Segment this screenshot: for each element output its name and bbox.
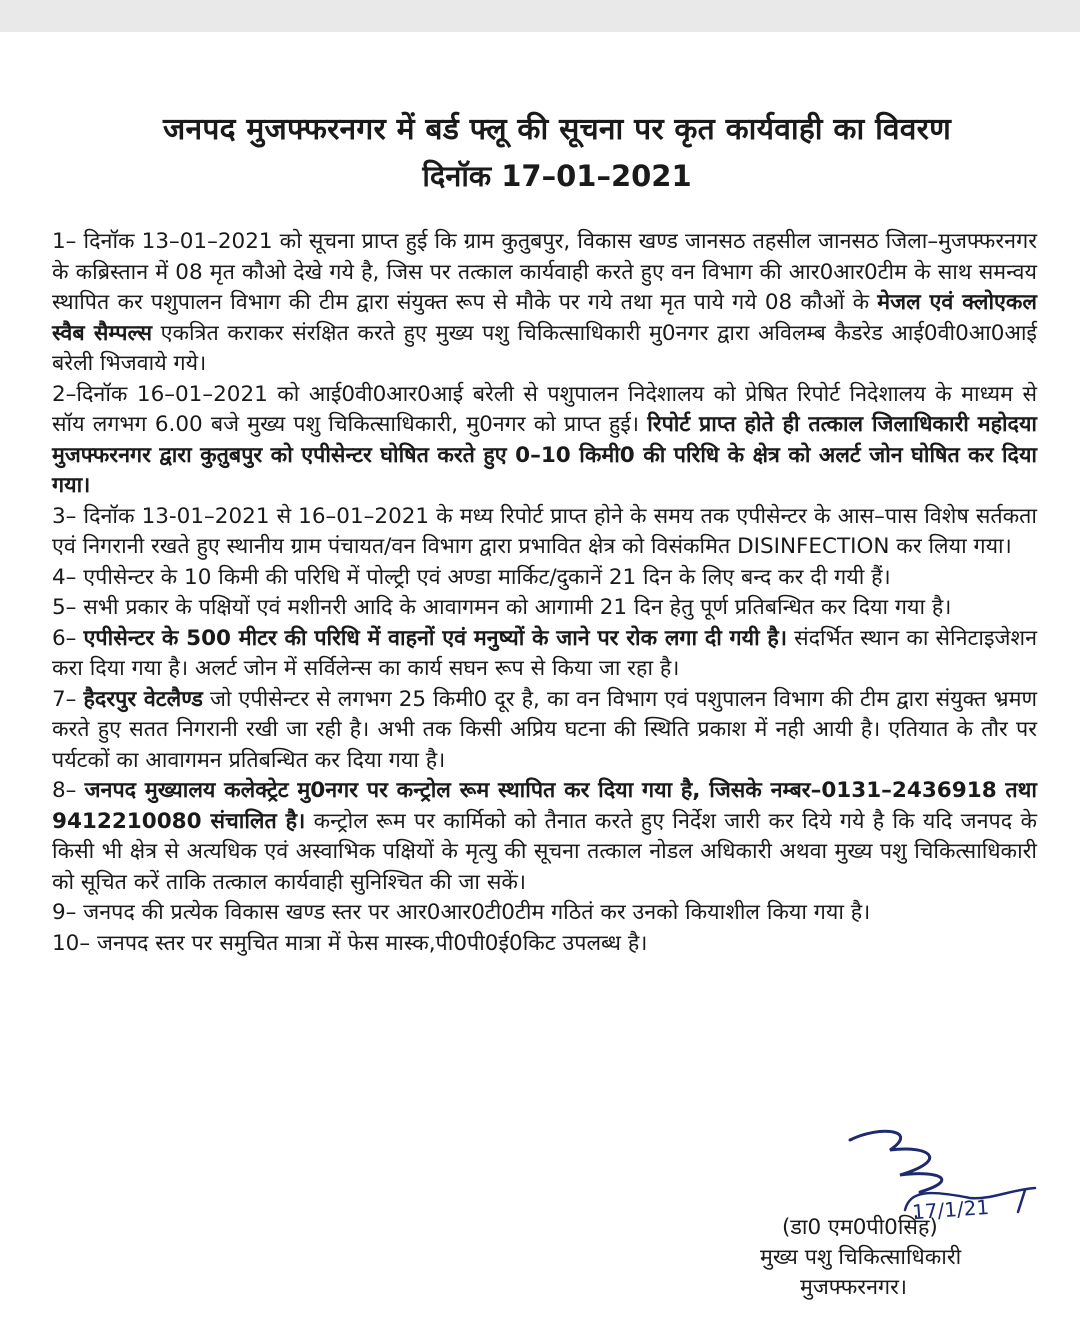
signature-block <box>760 1120 1060 1320</box>
paragraph-text: 3– दिनॉक 13-01–2021 से 16–01–2021 के मध्य रिपोर्ट प्राप्त होने के समय तक एपीसेन्टर के आस–पास विशेष सर्तकता एवं निगरानी रखते हुए स्थानीय ग्राम पंचायत/वन विभाग द्वारा प्रभावित क्षेत्र को विसंकमित DISINFECTION कर लिया गया। <box>52 503 1037 559</box>
paragraph-3 <box>52 502 1037 563</box>
paragraph-10 <box>52 929 1037 960</box>
paragraph-bold-text: जनपद मुख्यालय कलेक्ट्रेट मु0नगर पर कन्ट्रोल रूम स्थापित कर दिया गया है, जिसके नम्बर–0131–2436918 तथा 9412210080 संचालित है। <box>52 778 1037 834</box>
paragraph-7 <box>52 685 1037 777</box>
paragraph-text: 5– सभी प्रकार के पक्षियों एवं मशीनरी आदि के आवागमन को आगामी 21 दिन हेतु पूर्ण प्रतिबन्धित कर दिया गया है। <box>52 595 952 620</box>
paragraph-2 <box>52 380 1037 502</box>
paragraph-1 <box>52 227 1037 380</box>
paragraph-bold-text: हैदरपुर वेटलैण्ड <box>83 686 203 712</box>
paragraph-text: 2–दिनॉक 16–01–2021 को आई0वी0आर0आई बरेली से पशुपालन निदेशालय को प्रेषित रिपोर्ट निदेशालय के माध्यम से सॉय लगभग 6.00 बजे मुख्य पशु चिकित्साधिकारी, मु0नगर को प्राप्त हुई। <box>52 381 1037 437</box>
paragraph-text: 7– <box>52 686 84 712</box>
paragraph-text-after: कन्ट्रोल रूम पर कार्मिको को तैनात करते हुए निर्देश जारी कर दिये गये है कि यदि जनपद के किसी भी क्षेत्र से अत्यधिक एवं अस्वाभिक पक्षियों के मृत्यु की सूचना तत्काल नोडल अधिकारी अथवा मुख्य पशु चिकित्साधिकारी को सूचित करें ताकि तत्काल कार्यवाही सुनिश्चित की जा सकें। <box>52 808 1037 895</box>
signatory-name: (डा0 एम0पी0सिंह) <box>782 1215 938 1240</box>
paragraph-text: 1– दिनॉक 13–01–2021 को सूचना प्राप्त हुई कि ग्राम कुतुबपुर, विकास खण्ड जानसठ तहसील जानसठ जिला–मुजफ्फरनगर के कब्रिस्तान में 08 मृत कौओ देखे गये है, जिस पर तत्काल कार्यवाही करते हुए वन विभाग की आर0आर0टीम के साथ समन्वय स्थापित कर पशुपालन विभाग की टीम द्वारा संयुक्त रूप से मौके पर गये तथा मृत पाये गये 08 कौओं के <box>52 229 1037 315</box>
paragraph-4 <box>52 563 1037 594</box>
paragraph-8 <box>52 776 1037 898</box>
document-title: जनपद मुजफ्फरनगर में बर्ड फ्लू की सूचना पर कृत कार्यवाही का विवरण <box>163 112 951 147</box>
paragraph-text-after: संदर्भित स्थान का सेनिटाइजेशन करा दिया गया है। अलर्ट जोन में सर्विलेन्स का कार्य सघन रूप से किया जा रहा है। <box>52 625 1038 681</box>
paragraph-text: 9– जनपद की प्रत्येक विकास खण्ड स्तर पर आर0आर0टी0टीम गठितं कर उनको कियाशील किया गया है। <box>52 900 871 925</box>
paragraph-text-after: एकत्रित कराकर संरक्षित करते हुए मुख्य पशु चिकित्साधिकारी मु0नगर द्वारा अविलम्ब कैडरेड आई0वी0आ0आई बरेली भिजवाये गये। <box>52 320 1037 376</box>
handwritten-date: 17/1/21 <box>911 1194 990 1225</box>
document-body <box>52 227 1037 959</box>
paragraph-text: 8– <box>52 778 85 803</box>
paragraph-text: 6– <box>52 625 84 651</box>
paragraph-5 <box>52 593 1037 624</box>
signatory-place: मुजफ्फरनगर। <box>800 1275 908 1300</box>
paragraph-text-after: जो एपीसेन्टर से लगभग 25 किमी0 दूर है, का वन विभाग एवं पशुपालन विभाग की टीम द्वारा संयुक्त भ्रमण करते हुए सतत निगरानी रखी जा रही है। अभी तक किसी अप्रिय घटना की स्थिति प्रकाश में नही आयी है। एतियात के तौर पर पर्यटकों का आवागमन प्रतिबन्धित कर दिया गया है। <box>52 686 1037 773</box>
paragraph-bold-text: रिपोर्ट प्राप्त होते ही तत्काल जिलाधिकारी महोदया मुजफ्फरनगर द्वारा कुतुबपुर को एपीसेन्टर घोषित करते हुए 0–10 किमी0 की परिधि के क्षेत्र को अलर्ट जोन घोषित कर दिया गया। <box>52 412 1038 498</box>
paragraph-9 <box>52 898 1037 929</box>
paragraph-bold-text: मेजल एवं क्लोएकल स्वैब सैम्पल्स <box>52 290 1038 346</box>
signatory-designation: मुख्य पशु चिकित्साधिकारी <box>760 1245 962 1270</box>
document-date: दिनॉक 17–01–2021 <box>422 159 692 193</box>
paragraph-text: 10– जनपद स्तर पर समुचित मात्रा में फेस मास्क,पी0पी0ई0किट उपलब्ध है। <box>52 930 648 956</box>
paragraph-6 <box>52 624 1037 685</box>
paragraph-text: 4– एपीसेन्टर के 10 किमी की परिधि में पोल्ट्री एवं अण्डा मार्किट/दुकानें 21 दिन के लिए बन्द कर दी गयी हैं। <box>52 564 891 590</box>
paragraph-bold-text: एपीसेन्टर के 500 मीटर की परिधि में वाहनों एवं मनुष्यों के जाने पर रोक लगा दी गयी है। <box>83 625 787 651</box>
